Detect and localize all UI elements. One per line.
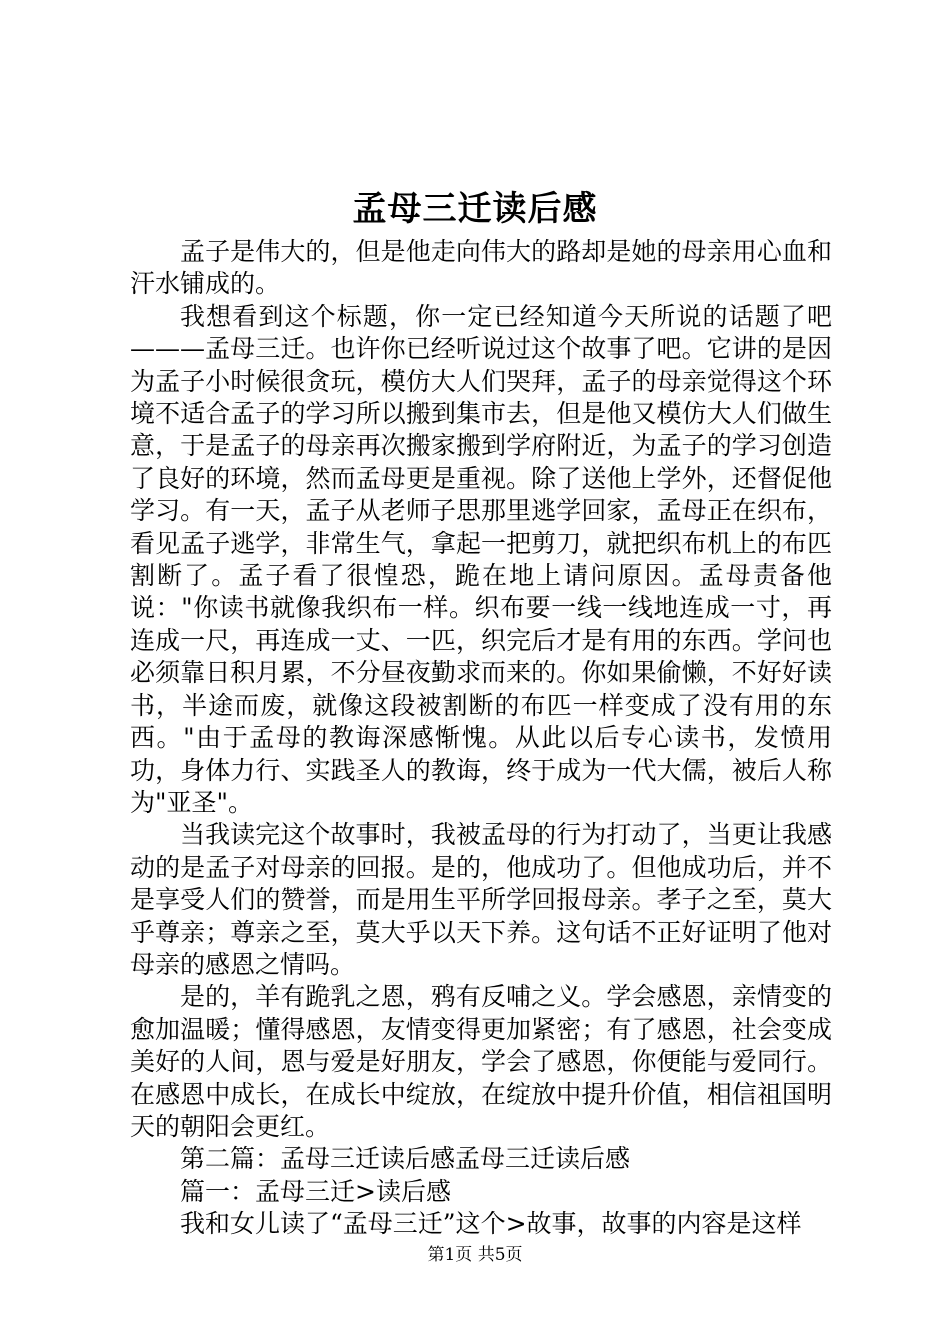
paragraph-5: 第二篇：孟母三迁读后感孟母三迁读后感	[180, 1144, 631, 1174]
paragraph-2: 我想看到这个标题，你一定已经知道今天所说的话题了吧———孟母三迁。也许你已经听说过这个故事了吧。它讲的是因为孟子小时候很贪玩，模仿大人们哭拜，孟子的母亲觉得这个环境不适合孟子的学习所以搬到集市去，但是他又模仿大人们做生意，于是孟子的母亲再次搬家搬到学府附近，为孟子的学习创造了良好的环境，然而孟母更是重视。除了送他上学外，还督促他学习。有一天，孟子从老师子思那里逃学回家，孟母正在织布，看见孟子逃学，非常生气，拿起一把剪刀，就把织布机上的布匹割断了。孟子看了很惶恐，跪在地上请问原因。孟母责备他说："你读书就像我织布一样。织布要一线一线地连成一寸，再连成一尺，再连成一丈、一匹，织完后才是有用的东西。学问也必须靠日积月累，不分昼夜勤求而来的。你如果偷懒，不好好读书，半途而废，就像这段被割断的布匹一样变成了没有用的东西。"由于孟母的教诲深感惭愧。从此以后专心读书，发愤用功，身体力行、实践圣人的教诲，终于成为一代大儒，被后人称为"亚圣"。	[130, 301, 832, 817]
page-footer: 第1页 共5页	[427, 1245, 523, 1265]
page-title: 孟母三迁读后感	[352, 189, 598, 229]
paragraph-7: 我和女儿读了“孟母三迁”这个>故事，故事的内容是这样	[180, 1209, 802, 1239]
paragraph-1: 孟子是伟大的，但是他走向伟大的路却是她的母亲用心血和汗水铺成的。	[130, 237, 832, 299]
paragraph-4: 是的，羊有跪乳之恩，鸦有反哺之义。学会感恩，亲情变的愈加温暖；懂得感恩，友情变得更加紧密；有了感恩，社会变成美好的人间，恩与爱是好朋友，学会了感恩，你便能与爱同行。在感恩中成长，在成长中绽放，在绽放中提升价值，相信祖国明天的朝阳会更红。	[130, 982, 832, 1141]
paragraph-3: 当我读完这个故事时，我被孟母的行为打动了，当更让我感动的是孟子对母亲的回报。是的，他成功了。但他成功后，并不是享受人们的赞誉，而是用生平所学回报母亲。孝子之至，莫大乎尊亲；尊亲之至，莫大乎以天下养。这句话不正好证明了他对母亲的感恩之情吗。	[130, 820, 832, 979]
document-body	[130, 236, 832, 1241]
paragraph-6: 篇一：孟母三迁>读后感	[180, 1176, 451, 1206]
